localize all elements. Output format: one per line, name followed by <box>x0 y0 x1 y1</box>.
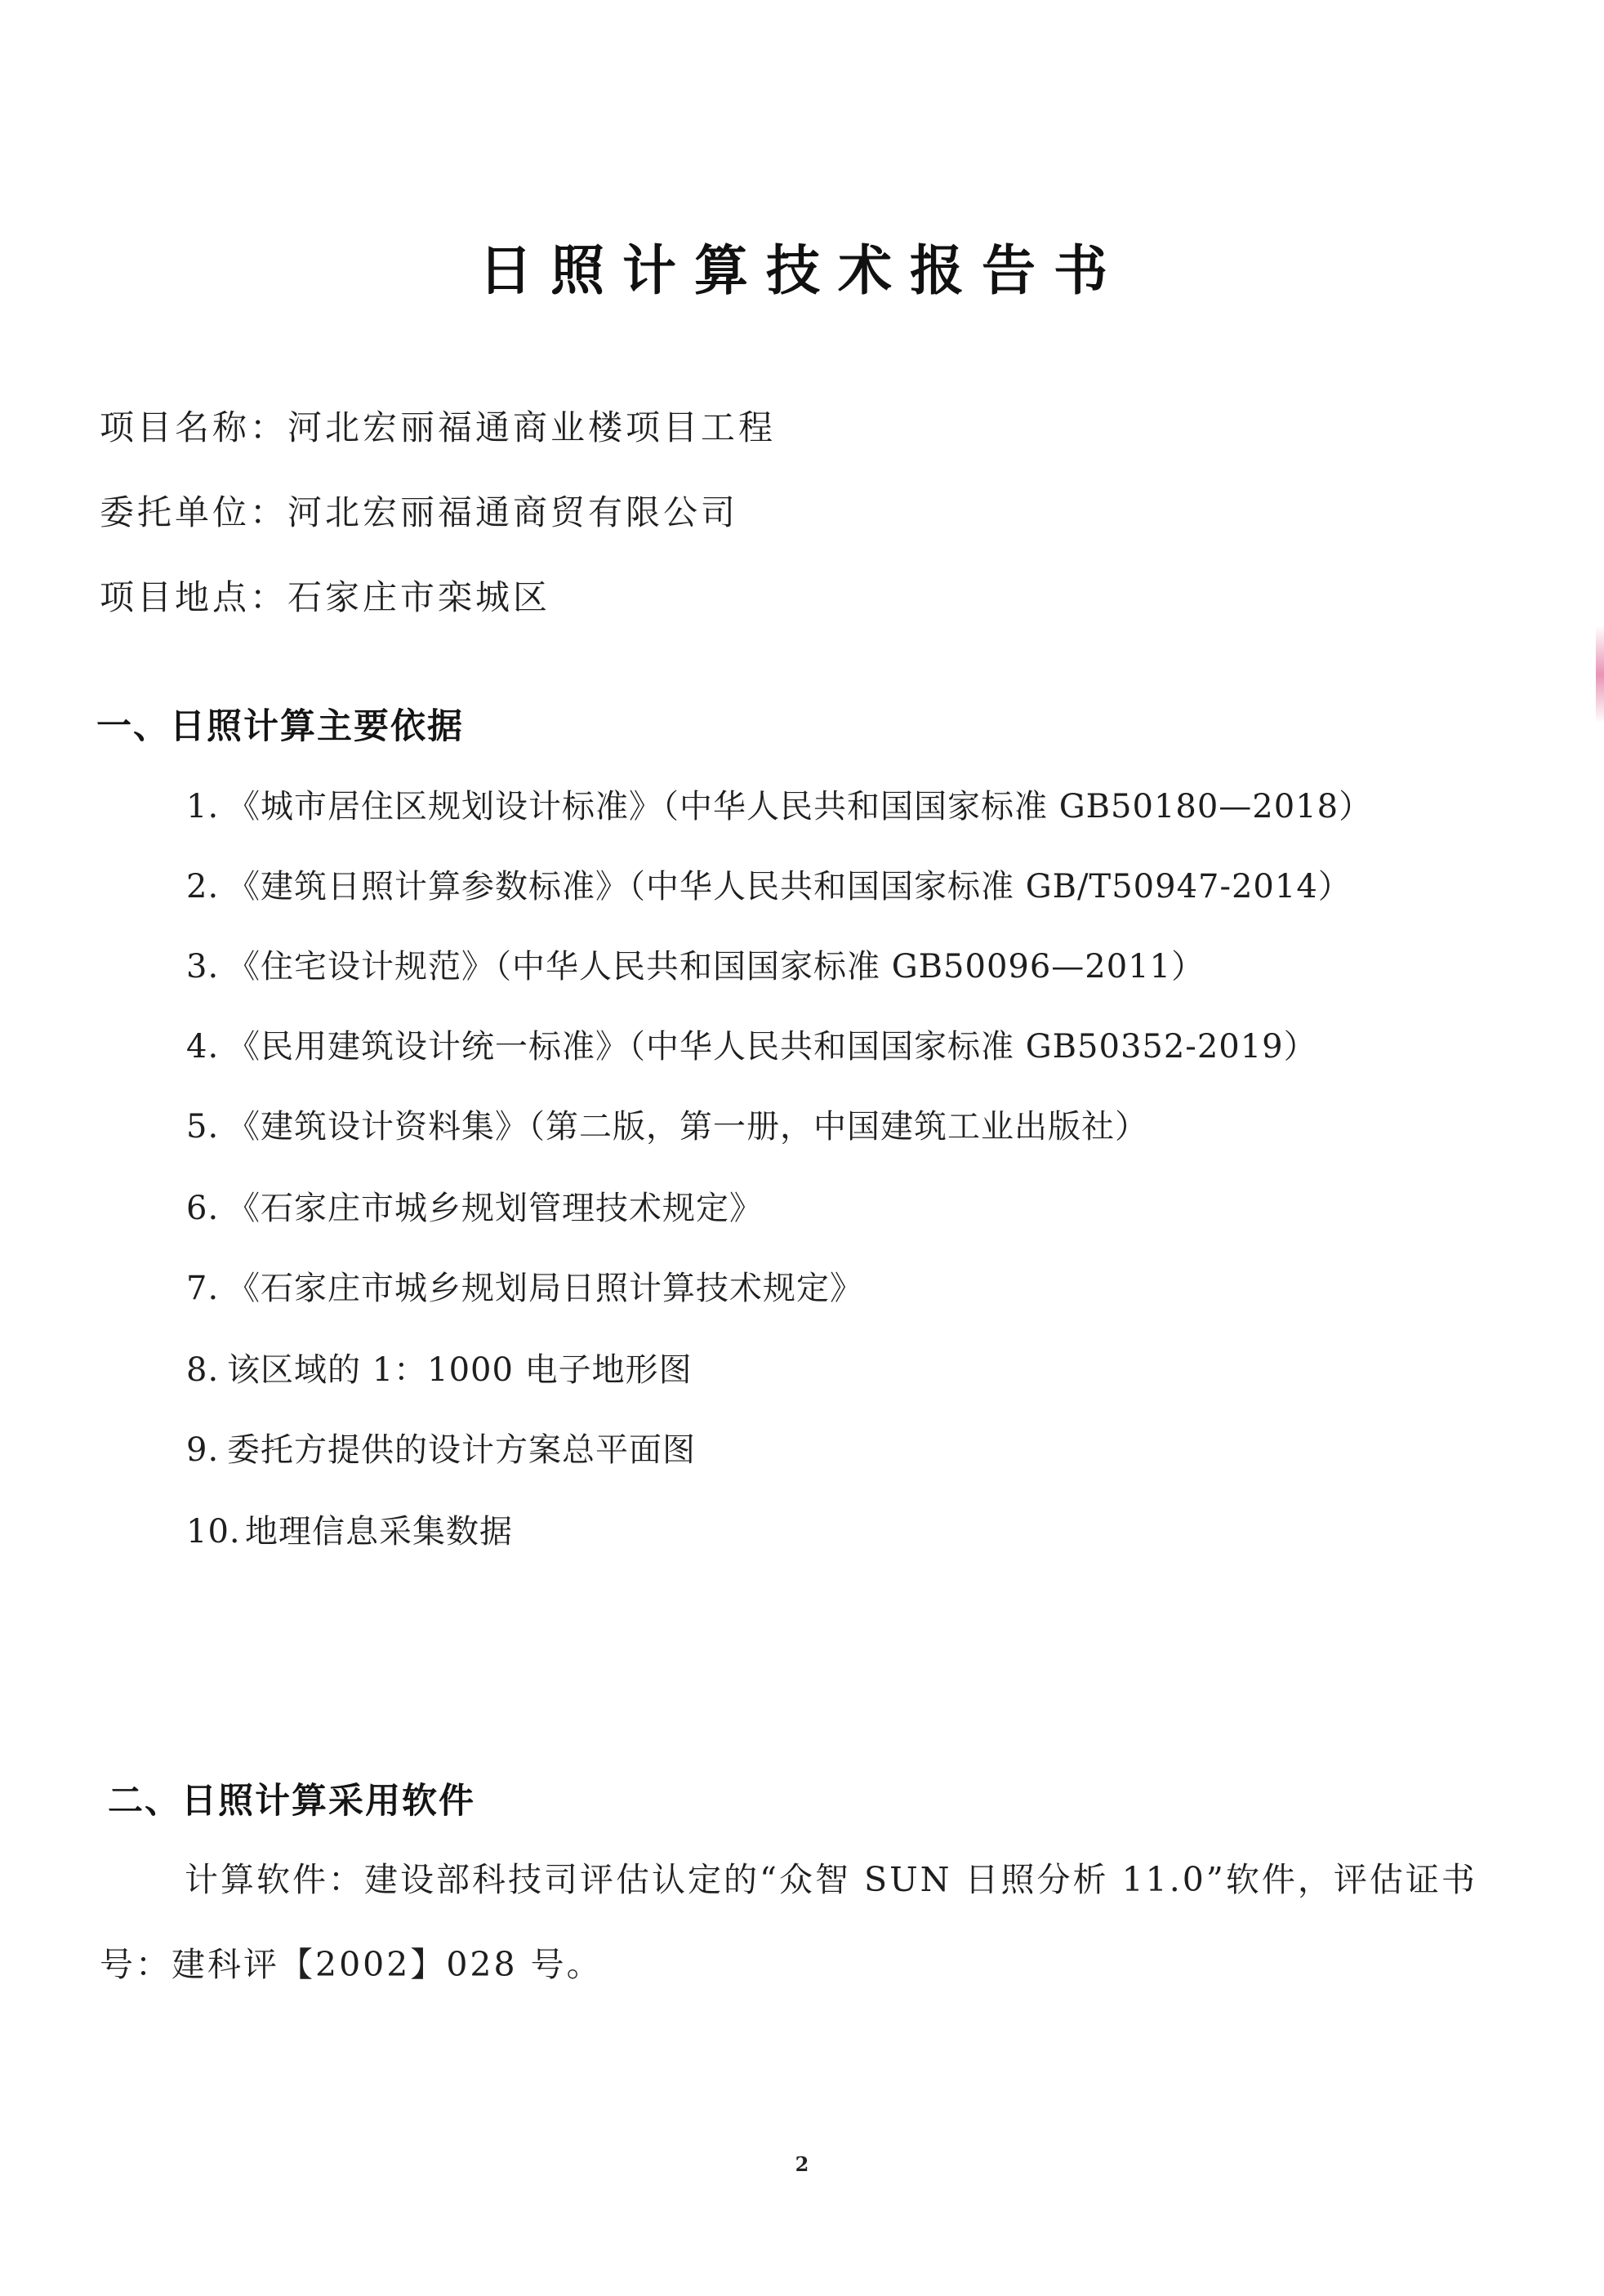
scan-edge-mark <box>1596 625 1604 723</box>
reference-item <box>186 1264 863 1313</box>
reference-item <box>186 782 1372 831</box>
document-title: 日照计算技术报告书 <box>479 239 1125 302</box>
reference-text: 《民用建筑设计统一标准》（中华人民共和国国家标准 GB50352-2019） <box>227 1028 1317 1066</box>
reference-text: 《住宅设计规范》（中华人民共和国国家标准 GB50096—2011） <box>227 948 1205 986</box>
page-number: 2 <box>795 2152 809 2176</box>
reference-item <box>186 862 1352 911</box>
reference-number: 7. <box>186 1270 220 1307</box>
project-location-line: 项目地点：石家庄市栾城区 <box>100 577 551 617</box>
reference-item <box>186 1022 1317 1071</box>
reference-number: 9. <box>186 1431 220 1469</box>
reference-number: 1. <box>186 788 220 825</box>
reference-text: 地理信息采集数据 <box>245 1513 513 1551</box>
reference-text: 《建筑设计资料集》（第二版，第一册，中国建筑工业出版社） <box>227 1108 1148 1146</box>
reference-text: 《建筑日照计算参数标准》（中华人民共和国国家标准 GB/T50947-2014） <box>227 868 1352 905</box>
reference-item <box>186 1102 1148 1151</box>
reference-number: 4. <box>186 1028 220 1066</box>
section-heading-software: 二、日照计算采用软件 <box>108 1781 475 1822</box>
reference-number: 8. <box>186 1351 220 1389</box>
reference-number: 10. <box>186 1513 241 1551</box>
client-line: 委托单位：河北宏丽福通商贸有限公司 <box>100 492 739 532</box>
reference-text: 委托方提供的设计方案总平面图 <box>227 1431 696 1469</box>
reference-text: 《石家庄市城乡规划局日照计算技术规定》 <box>227 1270 863 1307</box>
reference-number: 6. <box>186 1190 220 1227</box>
reference-number: 2. <box>186 868 220 905</box>
project-name-line: 项目名称：河北宏丽福通商业楼项目工程 <box>100 407 777 447</box>
reference-number: 5. <box>186 1108 220 1146</box>
reference-item <box>186 1507 513 1556</box>
reference-item <box>186 1346 693 1395</box>
reference-item <box>186 1426 696 1475</box>
reference-text: 《城市居住区规划设计标准》（中华人民共和国国家标准 GB50180—2018） <box>227 788 1373 825</box>
reference-number: 3. <box>186 948 220 986</box>
reference-item <box>186 1184 763 1233</box>
reference-text: 《石家庄市城乡规划管理技术规定》 <box>227 1190 763 1227</box>
reference-text: 该区域的 1：1000 电子地形图 <box>227 1351 693 1389</box>
software-paragraph: 计算软件：建设部科技司评估认定的“众智 SUN 日照分析 11.0”软件，评估证书号：建科评【2002】028 号。 <box>100 1860 1477 1984</box>
reference-item <box>186 942 1205 991</box>
section-heading-basis: 一、日照计算主要依据 <box>96 706 464 747</box>
